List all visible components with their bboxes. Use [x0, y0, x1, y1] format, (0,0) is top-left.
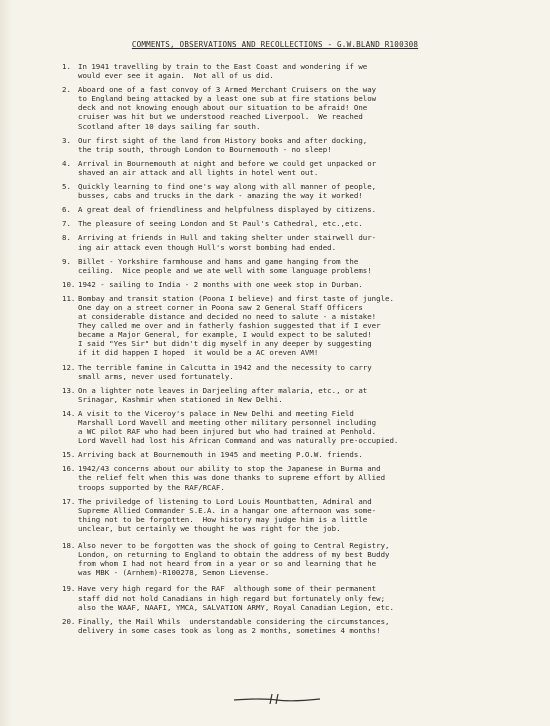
item-number: 2. [62, 85, 71, 95]
item-number: 10. [62, 279, 76, 289]
item-number: 5. [62, 182, 71, 192]
item-text: Arriving back at Bournemouth in 1945 and meeting P.O.W. friends. [78, 450, 363, 460]
item-text: Our first sight of the land from History books and after docking, the trip south, through London to Bournemouth - no sleep! [78, 135, 368, 154]
list-item [62, 450, 532, 459]
list-item [62, 205, 532, 214]
item-number: 17. [62, 496, 76, 506]
end-mark-icon [232, 692, 322, 706]
item-text: 1942/43 concerns about our ability to stop the Japanese in Burma and the relief felt when this was done thanks to supreme effort by Allied troops supported by the RAF/RCAF. [78, 464, 386, 492]
list-item [62, 182, 532, 200]
item-number: 1. [62, 62, 71, 71]
list-item [62, 497, 532, 533]
item-text: Aboard one of a fast convoy of 3 Armed Merchant Cruisers on the way to England being attacked by a least one sub at fire stations below deck and not knowing enough about our situation to be afraid! One cruiser was hit but we understood reached Liverpool. We reached Scotland after 10 days sailing far south. [78, 85, 377, 131]
item-text: The pleasure of seeing London and St Paul's Cathedral, etc.,etc. [78, 219, 363, 229]
list-item [62, 62, 532, 80]
item-number: 8. [62, 233, 71, 243]
item-text: Arrival in Bournemouth at night and before we could get unpacked or shaved an air attack and all lights in hotel went out. [78, 158, 377, 177]
item-text: Finally, the Mail Whils understandable considering the circumstances, delivery in some cases took as long as 2 months, sometimes 4 months! [78, 616, 390, 635]
item-text: The terrible famine in Calcutta in 1942 and the necessity to carry small arms, never used fortunately. [78, 362, 372, 381]
list-item [62, 219, 532, 228]
item-text: 1942 - sailing to India - 2 months with one week stop in Durban. [78, 279, 363, 289]
item-number: 19. [62, 584, 76, 594]
item-text: Also never to be forgotten was the shock of going to Central Registry, London, on returning to England to obtain the address of my best Buddy from whom I had not heard from in a year or so and learning that he was MBK - (Arnhem)-R100278, Semon Lievense. [78, 541, 390, 578]
item-number: 6. [62, 205, 71, 215]
item-number: 9. [62, 256, 71, 266]
item-number: 3. [62, 135, 71, 145]
item-number: 15. [62, 450, 76, 460]
page-title: COMMENTS, OBSERVATIONS AND RECOLLECTIONS - G.W.BLAND R100308 [131, 40, 419, 49]
list-item [62, 257, 532, 275]
list-item [62, 85, 532, 130]
list-item [62, 159, 532, 177]
item-text: Have very high regard for the RAF although some of their permanent staff did not hold Canadians in high regard but fortunately only few; also the WAAF, NAAFI, YMCA, SALVATION ARMY, Royal Canadian Legion, etc. [78, 584, 394, 612]
list-item [62, 386, 532, 404]
list-item [62, 617, 532, 635]
item-number: 13. [62, 385, 76, 395]
list-item [62, 363, 532, 381]
item-text: A visit to the Viceroy's palace in New Delhi and meeting Field Marshall Lord Wavell and meeting other military personnel including a WC pilot RAF who had been injured but who had trained at Penhold. Lord Wavell had lost his African Command and was naturally pre-occupied. [78, 408, 399, 446]
item-text: Arriving at friends in Hull and taking shelter under stairwell dur- ing air attack even though Hull's worst bombing had ended. [78, 233, 377, 252]
item-number: 4. [62, 158, 71, 168]
item-text: Quickly learning to find one's way along with all manner of people, busses, cabs and trucks in the dark - amazing the way it worked! [78, 182, 377, 201]
item-text: A great deal of friendliness and helpfulness displayed by citizens. [78, 205, 377, 215]
list-item [62, 464, 532, 491]
item-text: Billet - Yorkshire farmhouse and hams and game hanging from the ceiling. Nice people and we ate well with some language problems! [78, 256, 372, 275]
list-item [62, 233, 532, 251]
item-text: The priviledge of listening to Lord Louis Mountbatten, Admiral and Supreme Allied Commander S.E.A. in a hangar one afternoon was some- thing not to be forgotten. How history may judge him is a little unclear, but certainly we thought he was right for the job. [78, 496, 377, 533]
item-number: 11. [62, 293, 76, 303]
item-number: 16. [62, 464, 76, 474]
recollections-list [62, 62, 532, 635]
list-item [62, 541, 532, 577]
item-number: 12. [62, 362, 76, 372]
list-item [62, 584, 532, 611]
item-number: 7. [62, 219, 71, 229]
item-number: 14. [62, 408, 76, 418]
item-number: 18. [62, 541, 76, 551]
item-text: In 1941 travelling by train to the East Coast and wondering if we would ever see it again. Not all of us did. [78, 62, 368, 81]
list-item [62, 294, 532, 358]
item-text: On a lighter note leaves in Darjeeling after malaria, etc., or at Srinagar, Kashmir when stationed in New Delhi. [78, 385, 368, 404]
item-text: Bombay and transit station (Poona I believe) and first taste of jungle. One day on a street corner in Poona saw 2 General Staff Officers at considerable distance and decided no need to salute - a mistake! They called me over and in fatherly fashion suggested that if I ever became a Major General, for example, I would expect to be saluted! I said "Yes Sir" but didn't dig myself in any deeper by suggesting if it did happen I hoped it would be a AC oreven AVM! [78, 293, 394, 358]
list-item [62, 280, 532, 289]
list-item [62, 136, 532, 154]
list-item [62, 409, 532, 445]
item-number: 20. [62, 616, 76, 626]
